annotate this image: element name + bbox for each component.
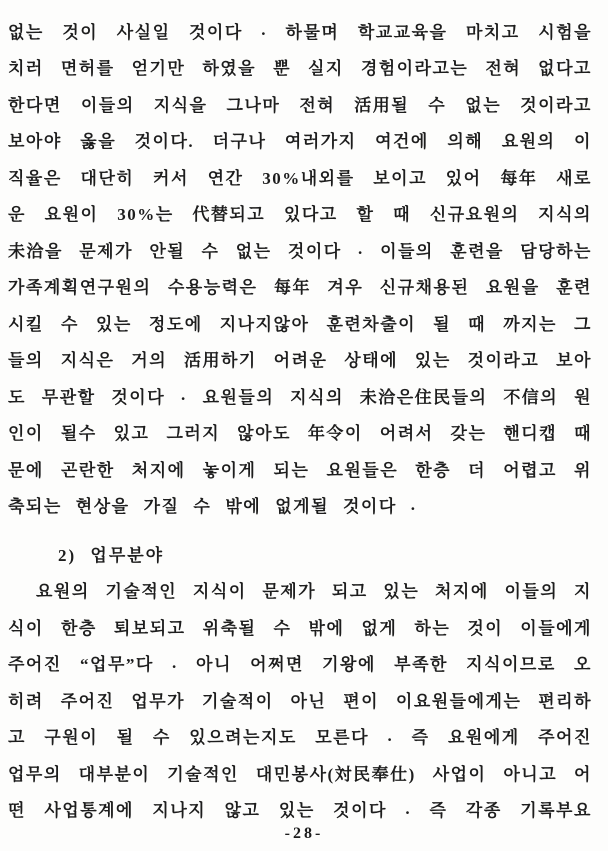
text-line [8, 414, 592, 451]
word: 담당하는 [520, 241, 592, 261]
word: 이들의 [380, 241, 434, 261]
word: 것이다 [189, 22, 243, 42]
word: 겨우 [327, 278, 364, 298]
word: 이요원들에게는 [395, 691, 522, 711]
word: 더 [468, 460, 487, 480]
word: 代替되고 [192, 205, 266, 225]
word: 들의 [8, 351, 44, 371]
word: “업무”다 [80, 655, 154, 675]
word: 주어진 [60, 691, 115, 711]
section-heading: 2) 업무분야 [58, 545, 165, 565]
word: 것이 [467, 618, 504, 638]
word: 될 [116, 728, 135, 748]
word: . [358, 239, 364, 259]
word: 밖에 [225, 497, 262, 517]
word: 없게 [361, 618, 398, 638]
word: 업무가 [131, 691, 186, 711]
text-line [8, 681, 592, 718]
word: 않아도 [237, 424, 291, 444]
text-line [8, 158, 592, 195]
text-line [8, 231, 592, 268]
word: 사업이 [432, 764, 487, 784]
word: 없다고 [538, 59, 592, 79]
word: 것이라고 [467, 351, 540, 371]
word: 지식이 [192, 582, 247, 602]
word: 핸디캡 [503, 424, 558, 444]
word: 모른다 [315, 728, 370, 748]
word: 活用될 [354, 95, 410, 115]
word: 축되는 [8, 497, 62, 517]
word: 곤란한 [60, 460, 115, 480]
word: 지나지 [152, 801, 207, 821]
word: 편이 [343, 691, 380, 711]
word: 문제가 [262, 582, 317, 602]
word: 밖에 [308, 618, 345, 638]
text-line [8, 195, 592, 232]
word: 수 [152, 728, 171, 748]
word: 전혀 [299, 95, 336, 115]
word: 옳을 [80, 132, 117, 152]
word: 요원들은 [326, 460, 399, 480]
word: 있는 [414, 351, 451, 371]
word: 수 [428, 95, 447, 115]
word: 어렵고 [503, 460, 557, 480]
word: 每年 [273, 278, 311, 298]
word: 문에 [8, 460, 44, 480]
word: 어려운 [273, 351, 328, 371]
word: 어쩌면 [250, 655, 304, 675]
word: . [261, 20, 268, 40]
word: 신규채용된 [379, 278, 470, 298]
word: 훈련을 [450, 241, 504, 261]
word: 요원의 [501, 132, 556, 152]
word: 한층 [415, 460, 452, 480]
word: 가족계획연구원의 [8, 278, 152, 298]
word: 지식의 [538, 205, 592, 225]
word: 그러지 [166, 424, 221, 444]
word: 오 [574, 655, 592, 675]
word: 없게될 [275, 497, 329, 517]
word: 문제가 [79, 241, 134, 261]
word: 지식의 [290, 387, 344, 407]
word: 식이 [8, 618, 44, 638]
word: 지식이므로 [466, 655, 556, 675]
text-line [8, 341, 592, 378]
word: 한층 [60, 618, 97, 638]
word: 까지는 [503, 314, 557, 334]
word: 거의 [131, 351, 168, 371]
word: 대부분이 [78, 764, 151, 784]
word: 기술적인 [167, 764, 239, 784]
word: 마치고 [465, 22, 520, 42]
word: 것이 [62, 22, 99, 42]
word: 活用하기 [183, 351, 257, 371]
word: 요원이 [44, 205, 99, 225]
word: 사업통계에 [44, 801, 134, 821]
word: 도 [8, 387, 26, 407]
word: . [405, 798, 412, 818]
word: . [180, 385, 187, 405]
word: 대민봉사(対民奉仕) [255, 764, 416, 784]
word: 히려 [8, 691, 44, 711]
word: 학교교육을 [357, 22, 448, 42]
word: 훈련차출이 [326, 314, 417, 334]
word: 의해 [447, 132, 484, 152]
word: 즉 [429, 801, 448, 821]
text-line [8, 572, 592, 609]
word: 있으려는지도 [189, 728, 297, 748]
word: 것이다 [111, 387, 166, 407]
word: 여러가지 [284, 132, 357, 152]
word: 그 [574, 314, 592, 334]
word: 안될 [149, 241, 186, 261]
word: 처지에 [131, 460, 186, 480]
paragraph-2 [8, 572, 592, 828]
word: 未洽은住民들의 [359, 387, 488, 407]
word: 업무의 [8, 764, 62, 784]
word: 하는 [414, 618, 451, 638]
word: 없는 [235, 241, 272, 261]
word: 이들에게 [520, 618, 592, 638]
word: 대단히 [80, 168, 135, 188]
word: 기왕에 [322, 655, 376, 675]
word: 부족한 [394, 655, 448, 675]
word: 것이다 [333, 801, 387, 821]
word: 있어 [445, 168, 482, 188]
word: 어 [574, 764, 592, 784]
word: 경험이라고는 [360, 59, 469, 79]
text-line [8, 268, 592, 305]
word: 보아 [556, 351, 592, 371]
word: 每年 [500, 168, 538, 188]
word: . [172, 652, 178, 672]
word: 구원이 [44, 728, 99, 748]
word: 원 [574, 387, 592, 407]
word: 不信의 [503, 387, 559, 407]
word: 이 [573, 132, 592, 152]
word: 이들의 [504, 582, 559, 602]
word: 수 [60, 314, 79, 334]
word: 것이다. [134, 132, 195, 152]
word: 되는 [273, 460, 310, 480]
word: 지식은 [60, 351, 115, 371]
word: 수 [201, 241, 220, 261]
word: 각종 [465, 801, 502, 821]
word: 요원을 [485, 278, 540, 298]
word: 이들의 [80, 95, 135, 115]
word: 위축될 [202, 618, 257, 638]
word: 떤 [8, 801, 26, 821]
text-line [8, 49, 592, 86]
word: 있다고 [283, 205, 338, 225]
word: 것이다 [343, 497, 397, 517]
word: 신규요원의 [429, 205, 520, 225]
word: 아니 [196, 655, 232, 675]
word: 사실일 [116, 22, 171, 42]
word: 뿐 [273, 59, 292, 79]
word: 운 [8, 205, 26, 225]
word: 주어진 [8, 655, 62, 675]
text-line [8, 122, 592, 159]
word: 연간 [207, 168, 244, 188]
word: 한다면 [8, 95, 62, 115]
word: 되고 [331, 582, 368, 602]
word: 얻기만 [131, 59, 186, 79]
word: 기술적이 [201, 691, 274, 711]
word: 할 [356, 205, 375, 225]
word: 치러 [8, 59, 44, 79]
word: 무관할 [41, 387, 96, 407]
paragraph-1 [8, 12, 592, 523]
text-line [8, 487, 592, 524]
text-line [8, 754, 592, 791]
word: 보이고 [373, 168, 428, 188]
word: 기록부요 [520, 801, 592, 821]
word: 될수 [60, 424, 97, 444]
word: 30%는 [117, 205, 174, 225]
word: 정도에 [148, 314, 203, 334]
word: 하였을 [202, 59, 257, 79]
word: 어려서 [379, 424, 434, 444]
word: 수 [273, 618, 292, 638]
word: 커서 [153, 168, 189, 188]
word: 기술적인 [105, 582, 178, 602]
page-number: -28- [284, 825, 324, 842]
word: 면허를 [60, 59, 115, 79]
word: 요원들의 [202, 387, 275, 407]
word: 않고 [224, 801, 261, 821]
word: 즉 [411, 728, 430, 748]
word: 未洽을 [8, 241, 63, 261]
word: 때 [468, 314, 487, 334]
word: 시험을 [538, 22, 592, 42]
word: 가질 [143, 497, 180, 517]
word: 30%내외를 [262, 168, 355, 188]
text-line [8, 12, 592, 49]
word: 상태에 [344, 351, 399, 371]
word: 요원의 [36, 582, 90, 602]
word: 아닌 [290, 691, 327, 711]
word: . [387, 725, 394, 745]
word: 새로 [556, 168, 592, 188]
text-line [8, 450, 592, 487]
word: 지나지않아 [219, 314, 310, 334]
word: 될 [433, 314, 452, 334]
word: 더구나 [212, 132, 267, 152]
word: 전혀 [485, 59, 522, 79]
word: 현상을 [75, 497, 130, 517]
word: 놓이게 [202, 460, 257, 480]
word: 지 [573, 582, 592, 602]
text-line [8, 608, 592, 645]
word: 요원에게 [447, 728, 520, 748]
word: 수용능력은 [167, 278, 258, 298]
word: 시킬 [8, 314, 44, 334]
word: 있는 [383, 582, 420, 602]
text-line [8, 85, 592, 122]
word: 지식을 [153, 95, 208, 115]
word: 실지 [307, 59, 344, 79]
word: 없는 [8, 22, 44, 42]
text-line [8, 304, 592, 341]
word: 것이라고 [520, 95, 592, 115]
word: 직율은 [8, 168, 62, 188]
word: 퇴보되고 [113, 618, 186, 638]
word: 없는 [465, 95, 502, 115]
text-line [8, 645, 592, 682]
word: 여건에 [375, 132, 429, 152]
word: 처지에 [434, 582, 489, 602]
word: 수 [193, 497, 212, 517]
word: 때 [574, 424, 592, 444]
word: 인이 [8, 424, 44, 444]
word: 보아야 [8, 132, 62, 152]
word: . [410, 494, 417, 514]
word: 위 [574, 460, 592, 480]
word: 있는 [278, 801, 315, 821]
word: 주어진 [538, 728, 592, 748]
word: 것이다 [287, 241, 342, 261]
text-line [8, 718, 592, 755]
text-line [8, 377, 592, 414]
word: 年令이 [307, 424, 363, 444]
word: 그나마 [226, 95, 281, 115]
word: 아니고 [503, 764, 558, 784]
word: 하물며 [285, 22, 340, 42]
word: 편리하 [538, 691, 592, 711]
word: 고 [8, 728, 26, 748]
word: 때 [393, 205, 412, 225]
word: 훈련 [556, 278, 592, 298]
text-line [8, 791, 592, 828]
word: 있는 [95, 314, 132, 334]
word: 있고 [113, 424, 150, 444]
word: 갖는 [450, 424, 487, 444]
